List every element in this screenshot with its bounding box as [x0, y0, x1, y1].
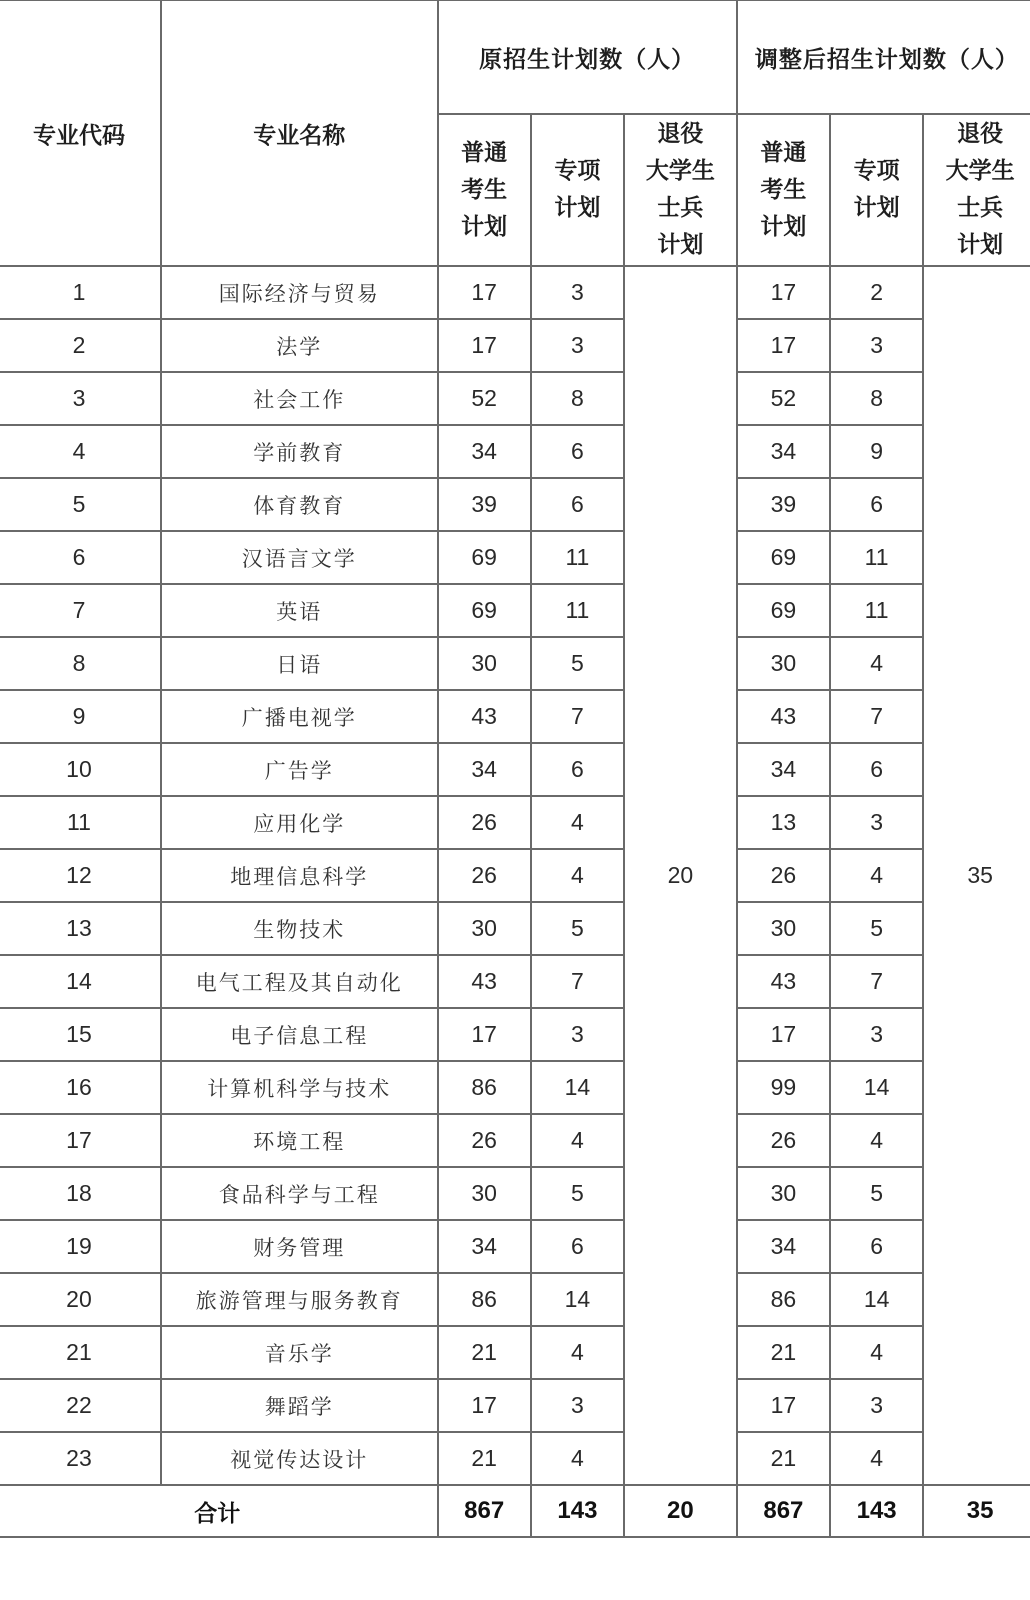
adj-special: 7: [830, 955, 923, 1008]
orig-regular: 21: [438, 1326, 531, 1379]
table-row: [0, 319, 1030, 372]
orig-special: 7: [531, 955, 624, 1008]
table-row: [0, 266, 1030, 319]
adj-regular: 99: [737, 1061, 830, 1114]
adj-special: 4: [830, 1326, 923, 1379]
orig-regular: 69: [438, 584, 531, 637]
major-code: 1: [0, 266, 161, 319]
major-name: 地理信息科学: [161, 849, 438, 902]
table-row: [0, 1008, 1030, 1061]
major-code: 20: [0, 1273, 161, 1326]
adj-special: 5: [830, 902, 923, 955]
major-name: 应用化学: [161, 796, 438, 849]
adj-special: 3: [830, 1379, 923, 1432]
table-row: [0, 1167, 1030, 1220]
table-row: [0, 478, 1030, 531]
major-code: 21: [0, 1326, 161, 1379]
table-row: [0, 1379, 1030, 1432]
major-code: 23: [0, 1432, 161, 1485]
orig-special: 4: [531, 796, 624, 849]
adj-regular: 86: [737, 1273, 830, 1326]
major-code: 3: [0, 372, 161, 425]
table-row: [0, 1114, 1030, 1167]
adj-regular: 13: [737, 796, 830, 849]
orig-special: 4: [531, 1114, 624, 1167]
orig-regular: 43: [438, 690, 531, 743]
major-code: 6: [0, 531, 161, 584]
adj-regular: 43: [737, 690, 830, 743]
major-code: 15: [0, 1008, 161, 1061]
major-name: 国际经济与贸易: [161, 266, 438, 319]
adj-special: 4: [830, 1432, 923, 1485]
major-name: 英语: [161, 584, 438, 637]
total-orig-veteran: 20: [624, 1485, 737, 1537]
orig-regular: 17: [438, 266, 531, 319]
orig-regular: 52: [438, 372, 531, 425]
table-row: [0, 637, 1030, 690]
orig-special: 6: [531, 743, 624, 796]
total-label: 合计: [0, 1485, 438, 1537]
adj-special: 3: [830, 319, 923, 372]
major-code: 22: [0, 1379, 161, 1432]
table-row: [0, 1061, 1030, 1114]
header-original-veteran: 退役 大学生 士兵 计划: [624, 114, 737, 266]
orig-special: 7: [531, 690, 624, 743]
adj-regular: 21: [737, 1326, 830, 1379]
table-row: [0, 796, 1030, 849]
adj-regular: 34: [737, 1220, 830, 1273]
adj-special: 3: [830, 796, 923, 849]
table-row: [0, 531, 1030, 584]
orig-special: 14: [531, 1273, 624, 1326]
adj-special: 3: [830, 1008, 923, 1061]
orig-regular: 39: [438, 478, 531, 531]
adj-special: 8: [830, 372, 923, 425]
table-row: [0, 690, 1030, 743]
orig-regular: 34: [438, 743, 531, 796]
orig-regular: 30: [438, 637, 531, 690]
orig-special: 4: [531, 1326, 624, 1379]
adj-regular: 34: [737, 425, 830, 478]
orig-regular: 26: [438, 1114, 531, 1167]
table-body: [0, 266, 1030, 1485]
table-row: [0, 955, 1030, 1008]
adj-regular: 30: [737, 902, 830, 955]
adj-special: 14: [830, 1273, 923, 1326]
adj-regular: 43: [737, 955, 830, 1008]
adj-regular: 17: [737, 319, 830, 372]
major-code: 8: [0, 637, 161, 690]
orig-regular: 86: [438, 1273, 531, 1326]
orig-regular: 86: [438, 1061, 531, 1114]
orig-regular: 26: [438, 849, 531, 902]
adj-special: 6: [830, 478, 923, 531]
major-name: 汉语言文学: [161, 531, 438, 584]
orig-special: 3: [531, 266, 624, 319]
major-code: 18: [0, 1167, 161, 1220]
orig-special: 5: [531, 637, 624, 690]
orig-regular: 17: [438, 319, 531, 372]
total-adj-special: 143: [830, 1485, 923, 1537]
adj-special: 11: [830, 584, 923, 637]
orig-special: 6: [531, 425, 624, 478]
adj-regular: 30: [737, 637, 830, 690]
orig-special: 5: [531, 902, 624, 955]
header-major-name: 专业名称: [161, 0, 438, 266]
major-name: 广播电视学: [161, 690, 438, 743]
major-name: 旅游管理与服务教育: [161, 1273, 438, 1326]
header-original-regular: 普通 考生 计划: [438, 114, 531, 266]
table-row: [0, 372, 1030, 425]
header-original-plan: 原招生计划数（人）: [438, 0, 737, 114]
orig-regular: 17: [438, 1379, 531, 1432]
orig-regular: 17: [438, 1008, 531, 1061]
table-row: [0, 1326, 1030, 1379]
total-orig-special: 143: [531, 1485, 624, 1537]
header-adjusted-veteran: 退役 大学生 士兵 计划: [923, 114, 1030, 266]
major-code: 4: [0, 425, 161, 478]
adj-special: 2: [830, 266, 923, 319]
orig-regular: 69: [438, 531, 531, 584]
major-name: 生物技术: [161, 902, 438, 955]
adj-special: 6: [830, 743, 923, 796]
major-name: 食品科学与工程: [161, 1167, 438, 1220]
table-row: [0, 902, 1030, 955]
major-code: 9: [0, 690, 161, 743]
major-code: 13: [0, 902, 161, 955]
orig-special: 3: [531, 319, 624, 372]
orig-special: 3: [531, 1379, 624, 1432]
major-name: 舞蹈学: [161, 1379, 438, 1432]
adj-veteran-merged: 35: [923, 266, 1030, 1485]
orig-regular: 43: [438, 955, 531, 1008]
adj-regular: 26: [737, 1114, 830, 1167]
adj-special: 4: [830, 849, 923, 902]
adj-regular: 21: [737, 1432, 830, 1485]
major-code: 17: [0, 1114, 161, 1167]
major-name: 日语: [161, 637, 438, 690]
major-code: 2: [0, 319, 161, 372]
table-row: [0, 1432, 1030, 1485]
major-name: 财务管理: [161, 1220, 438, 1273]
adj-special: 11: [830, 531, 923, 584]
major-code: 12: [0, 849, 161, 902]
adj-special: 7: [830, 690, 923, 743]
orig-special: 4: [531, 849, 624, 902]
adj-special: 4: [830, 1114, 923, 1167]
orig-regular: 34: [438, 1220, 531, 1273]
adj-regular: 39: [737, 478, 830, 531]
adj-special: 4: [830, 637, 923, 690]
major-name: 学前教育: [161, 425, 438, 478]
orig-regular: 26: [438, 796, 531, 849]
major-name: 环境工程: [161, 1114, 438, 1167]
orig-regular: 21: [438, 1432, 531, 1485]
major-code: 5: [0, 478, 161, 531]
total-adj-veteran: 35: [923, 1485, 1030, 1537]
adj-special: 9: [830, 425, 923, 478]
adj-regular: 30: [737, 1167, 830, 1220]
table-row: [0, 1273, 1030, 1326]
orig-special: 11: [531, 531, 624, 584]
total-adj-regular: 867: [737, 1485, 830, 1537]
orig-special: 11: [531, 584, 624, 637]
major-name: 电气工程及其自动化: [161, 955, 438, 1008]
major-name: 社会工作: [161, 372, 438, 425]
orig-special: 6: [531, 1220, 624, 1273]
major-code: 10: [0, 743, 161, 796]
orig-special: 14: [531, 1061, 624, 1114]
adj-special: 6: [830, 1220, 923, 1273]
header-adjusted-special: 专项 计划: [830, 114, 923, 266]
orig-special: 3: [531, 1008, 624, 1061]
header-adjusted-regular: 普通 考生 计划: [737, 114, 830, 266]
major-code: 14: [0, 955, 161, 1008]
orig-special: 4: [531, 1432, 624, 1485]
major-code: 7: [0, 584, 161, 637]
orig-special: 8: [531, 372, 624, 425]
header-original-special: 专项 计划: [531, 114, 624, 266]
header-major-code: 专业代码: [0, 0, 161, 266]
total-row: [0, 1485, 1030, 1537]
adj-regular: 17: [737, 1379, 830, 1432]
orig-veteran-merged: 20: [624, 266, 737, 1485]
adj-regular: 52: [737, 372, 830, 425]
major-code: 16: [0, 1061, 161, 1114]
major-name: 视觉传达设计: [161, 1432, 438, 1485]
major-name: 体育教育: [161, 478, 438, 531]
orig-special: 6: [531, 478, 624, 531]
header-adjusted-plan: 调整后招生计划数（人）: [737, 0, 1030, 114]
total-orig-regular: 867: [438, 1485, 531, 1537]
adj-special: 5: [830, 1167, 923, 1220]
adj-special: 14: [830, 1061, 923, 1114]
major-name: 电子信息工程: [161, 1008, 438, 1061]
major-name: 法学: [161, 319, 438, 372]
adj-regular: 69: [737, 531, 830, 584]
orig-special: 5: [531, 1167, 624, 1220]
orig-regular: 30: [438, 1167, 531, 1220]
major-code: 19: [0, 1220, 161, 1273]
adj-regular: 26: [737, 849, 830, 902]
orig-regular: 34: [438, 425, 531, 478]
major-name: 计算机科学与技术: [161, 1061, 438, 1114]
adj-regular: 17: [737, 1008, 830, 1061]
major-name: 音乐学: [161, 1326, 438, 1379]
table-row: [0, 849, 1030, 902]
table-header: [0, 0, 1030, 266]
table-row: [0, 1220, 1030, 1273]
adj-regular: 17: [737, 266, 830, 319]
table-row: [0, 584, 1030, 637]
major-name: 广告学: [161, 743, 438, 796]
orig-regular: 30: [438, 902, 531, 955]
table-row: [0, 425, 1030, 478]
adj-regular: 34: [737, 743, 830, 796]
major-code: 11: [0, 796, 161, 849]
adj-regular: 69: [737, 584, 830, 637]
table-row: [0, 743, 1030, 796]
